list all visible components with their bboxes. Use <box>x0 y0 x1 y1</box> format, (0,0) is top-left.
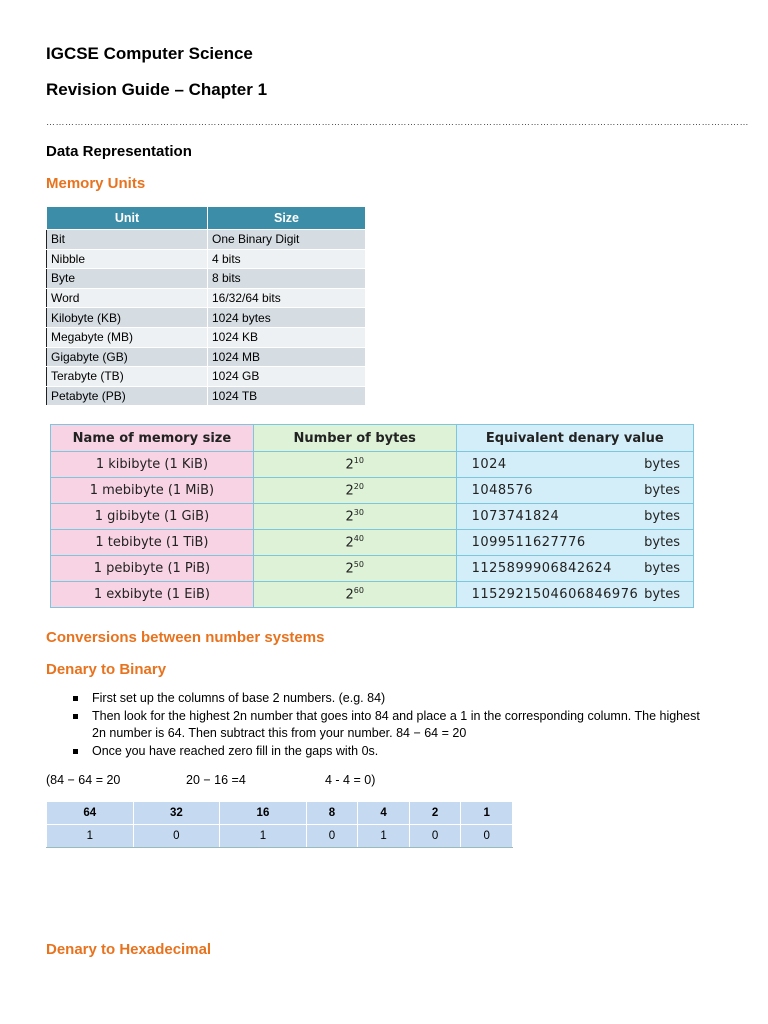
memory-name-cell: 1 pebibyte (1 PiB) <box>51 556 254 582</box>
table-row <box>47 230 366 250</box>
bit-cell: 1 <box>47 825 134 848</box>
course-title: IGCSE Computer Science <box>46 44 253 63</box>
unit-cell: Nibble <box>47 249 208 269</box>
place-value-header: 4 <box>358 802 410 825</box>
section-data-representation: Data Representation <box>46 143 192 160</box>
power-of-two-cell <box>253 504 456 530</box>
place-value-header: 2 <box>409 802 461 825</box>
memory-size-names-table <box>50 424 694 608</box>
denary-number: 1125899906842624 <box>471 561 612 576</box>
heading-memory-units: Memory Units <box>46 175 146 192</box>
table-row <box>51 556 694 582</box>
table-row <box>47 347 366 367</box>
place-value-header: 16 <box>220 802 307 825</box>
dotted-divider: …………………………………………………………………………………………………………………………………………………………………………………………………… <box>46 117 749 127</box>
heading-denary-to-binary: Denary to Binary <box>46 661 167 678</box>
column-header-size: Size <box>208 207 366 230</box>
bit-cell: 0 <box>461 825 513 848</box>
denary-unit: bytes <box>644 535 680 550</box>
table-row <box>47 308 366 328</box>
bit-cell: 0 <box>306 825 358 848</box>
denary-value-cell <box>456 582 693 608</box>
unit-cell: Gigabyte (GB) <box>47 347 208 367</box>
heading-conversions: Conversions between number systems <box>46 629 325 646</box>
denary-number: 1152921504606846976 <box>471 587 639 602</box>
list-item: First set up the columns of base 2 numbers. (e.g. 84) <box>92 690 712 708</box>
unit-cell: Petabyte (PB) <box>47 386 208 406</box>
bit-cell: 1 <box>358 825 410 848</box>
size-cell: One Binary Digit <box>208 230 366 250</box>
power-base: 2 <box>345 509 354 525</box>
bit-cell: 0 <box>409 825 461 848</box>
binary-place-value-table <box>46 801 513 848</box>
column-header-bytes: Number of bytes <box>253 425 456 452</box>
table-row <box>51 530 694 556</box>
power-exponent: 30 <box>353 508 364 518</box>
denary-unit: bytes <box>644 509 680 524</box>
calc-step-3: 4 - 4 = 0) <box>325 773 376 787</box>
column-header-unit: Unit <box>47 207 208 230</box>
guide-title: Revision Guide – Chapter 1 <box>46 80 268 99</box>
calc-step-1: (84 − 64 = 20 <box>46 773 121 787</box>
power-exponent: 20 <box>353 482 364 492</box>
denary-value-cell <box>456 478 693 504</box>
unit-cell: Megabyte (MB) <box>47 327 208 347</box>
unit-cell: Kilobyte (KB) <box>47 308 208 328</box>
list-item: Once you have reached zero fill in the gaps with 0s. <box>92 743 712 761</box>
denary-number: 1048576 <box>471 483 533 498</box>
power-of-two-cell <box>253 452 456 478</box>
unit-cell: Byte <box>47 269 208 289</box>
power-base: 2 <box>345 561 354 577</box>
power-of-two-cell <box>253 478 456 504</box>
denary-value-cell <box>456 556 693 582</box>
place-value-header: 64 <box>47 802 134 825</box>
place-value-header: 1 <box>461 802 513 825</box>
power-base: 2 <box>345 483 354 499</box>
place-value-header: 8 <box>306 802 358 825</box>
table-row <box>51 478 694 504</box>
memory-name-cell: 1 kibibyte (1 KiB) <box>51 452 254 478</box>
size-cell: 4 bits <box>208 249 366 269</box>
heading-denary-to-hex: Denary to Hexadecimal <box>46 941 212 958</box>
denary-unit: bytes <box>644 483 680 498</box>
size-cell: 1024 MB <box>208 347 366 367</box>
table-row <box>51 452 694 478</box>
denary-value-cell <box>456 504 693 530</box>
table-row <box>47 249 366 269</box>
size-cell: 8 bits <box>208 269 366 289</box>
power-of-two-cell <box>253 582 456 608</box>
power-exponent: 10 <box>353 456 364 466</box>
unit-cell: Terabyte (TB) <box>47 367 208 387</box>
size-cell: 1024 TB <box>208 386 366 406</box>
table-row <box>47 269 366 289</box>
memory-units-table <box>46 206 366 406</box>
denary-unit: bytes <box>644 457 680 472</box>
power-of-two-cell <box>253 530 456 556</box>
denary-number: 1024 <box>471 457 507 472</box>
size-cell: 1024 bytes <box>208 308 366 328</box>
denary-number: 1073741824 <box>471 509 560 524</box>
column-header-denary: Equivalent denary value <box>456 425 693 452</box>
steps-list <box>70 690 712 760</box>
table-row <box>51 582 694 608</box>
size-cell: 16/32/64 bits <box>208 288 366 308</box>
memory-name-cell: 1 exbibyte (1 EiB) <box>51 582 254 608</box>
table-row <box>51 504 694 530</box>
table-row <box>47 367 366 387</box>
power-base: 2 <box>345 587 354 603</box>
table-row <box>47 288 366 308</box>
column-header-name: Name of memory size <box>51 425 254 452</box>
calc-step-2: 20 − 16 =4 <box>186 773 246 787</box>
power-exponent: 40 <box>353 534 364 544</box>
power-exponent: 50 <box>353 560 364 570</box>
size-cell: 1024 GB <box>208 367 366 387</box>
power-base: 2 <box>345 457 354 473</box>
size-cell: 1024 KB <box>208 327 366 347</box>
unit-cell: Word <box>47 288 208 308</box>
bit-cell: 0 <box>133 825 220 848</box>
denary-unit: bytes <box>644 587 680 602</box>
table-row <box>47 327 366 347</box>
denary-value-cell <box>456 530 693 556</box>
memory-name-cell: 1 gibibyte (1 GiB) <box>51 504 254 530</box>
memory-name-cell: 1 tebibyte (1 TiB) <box>51 530 254 556</box>
place-value-header: 32 <box>133 802 220 825</box>
power-base: 2 <box>345 535 354 551</box>
table-row <box>47 386 366 406</box>
denary-value-cell <box>456 452 693 478</box>
denary-number: 1099511627776 <box>471 535 586 550</box>
bit-cell: 1 <box>220 825 307 848</box>
memory-name-cell: 1 mebibyte (1 MiB) <box>51 478 254 504</box>
list-item: Then look for the highest 2n number that goes into 84 and place a 1 in the corresponding column. The highest 2n number is 64. Then subtract this from your number. 84 − 64 = 20 <box>92 708 712 743</box>
power-of-two-cell <box>253 556 456 582</box>
unit-cell: Bit <box>47 230 208 250</box>
denary-unit: bytes <box>644 561 680 576</box>
power-exponent: 60 <box>353 586 364 596</box>
